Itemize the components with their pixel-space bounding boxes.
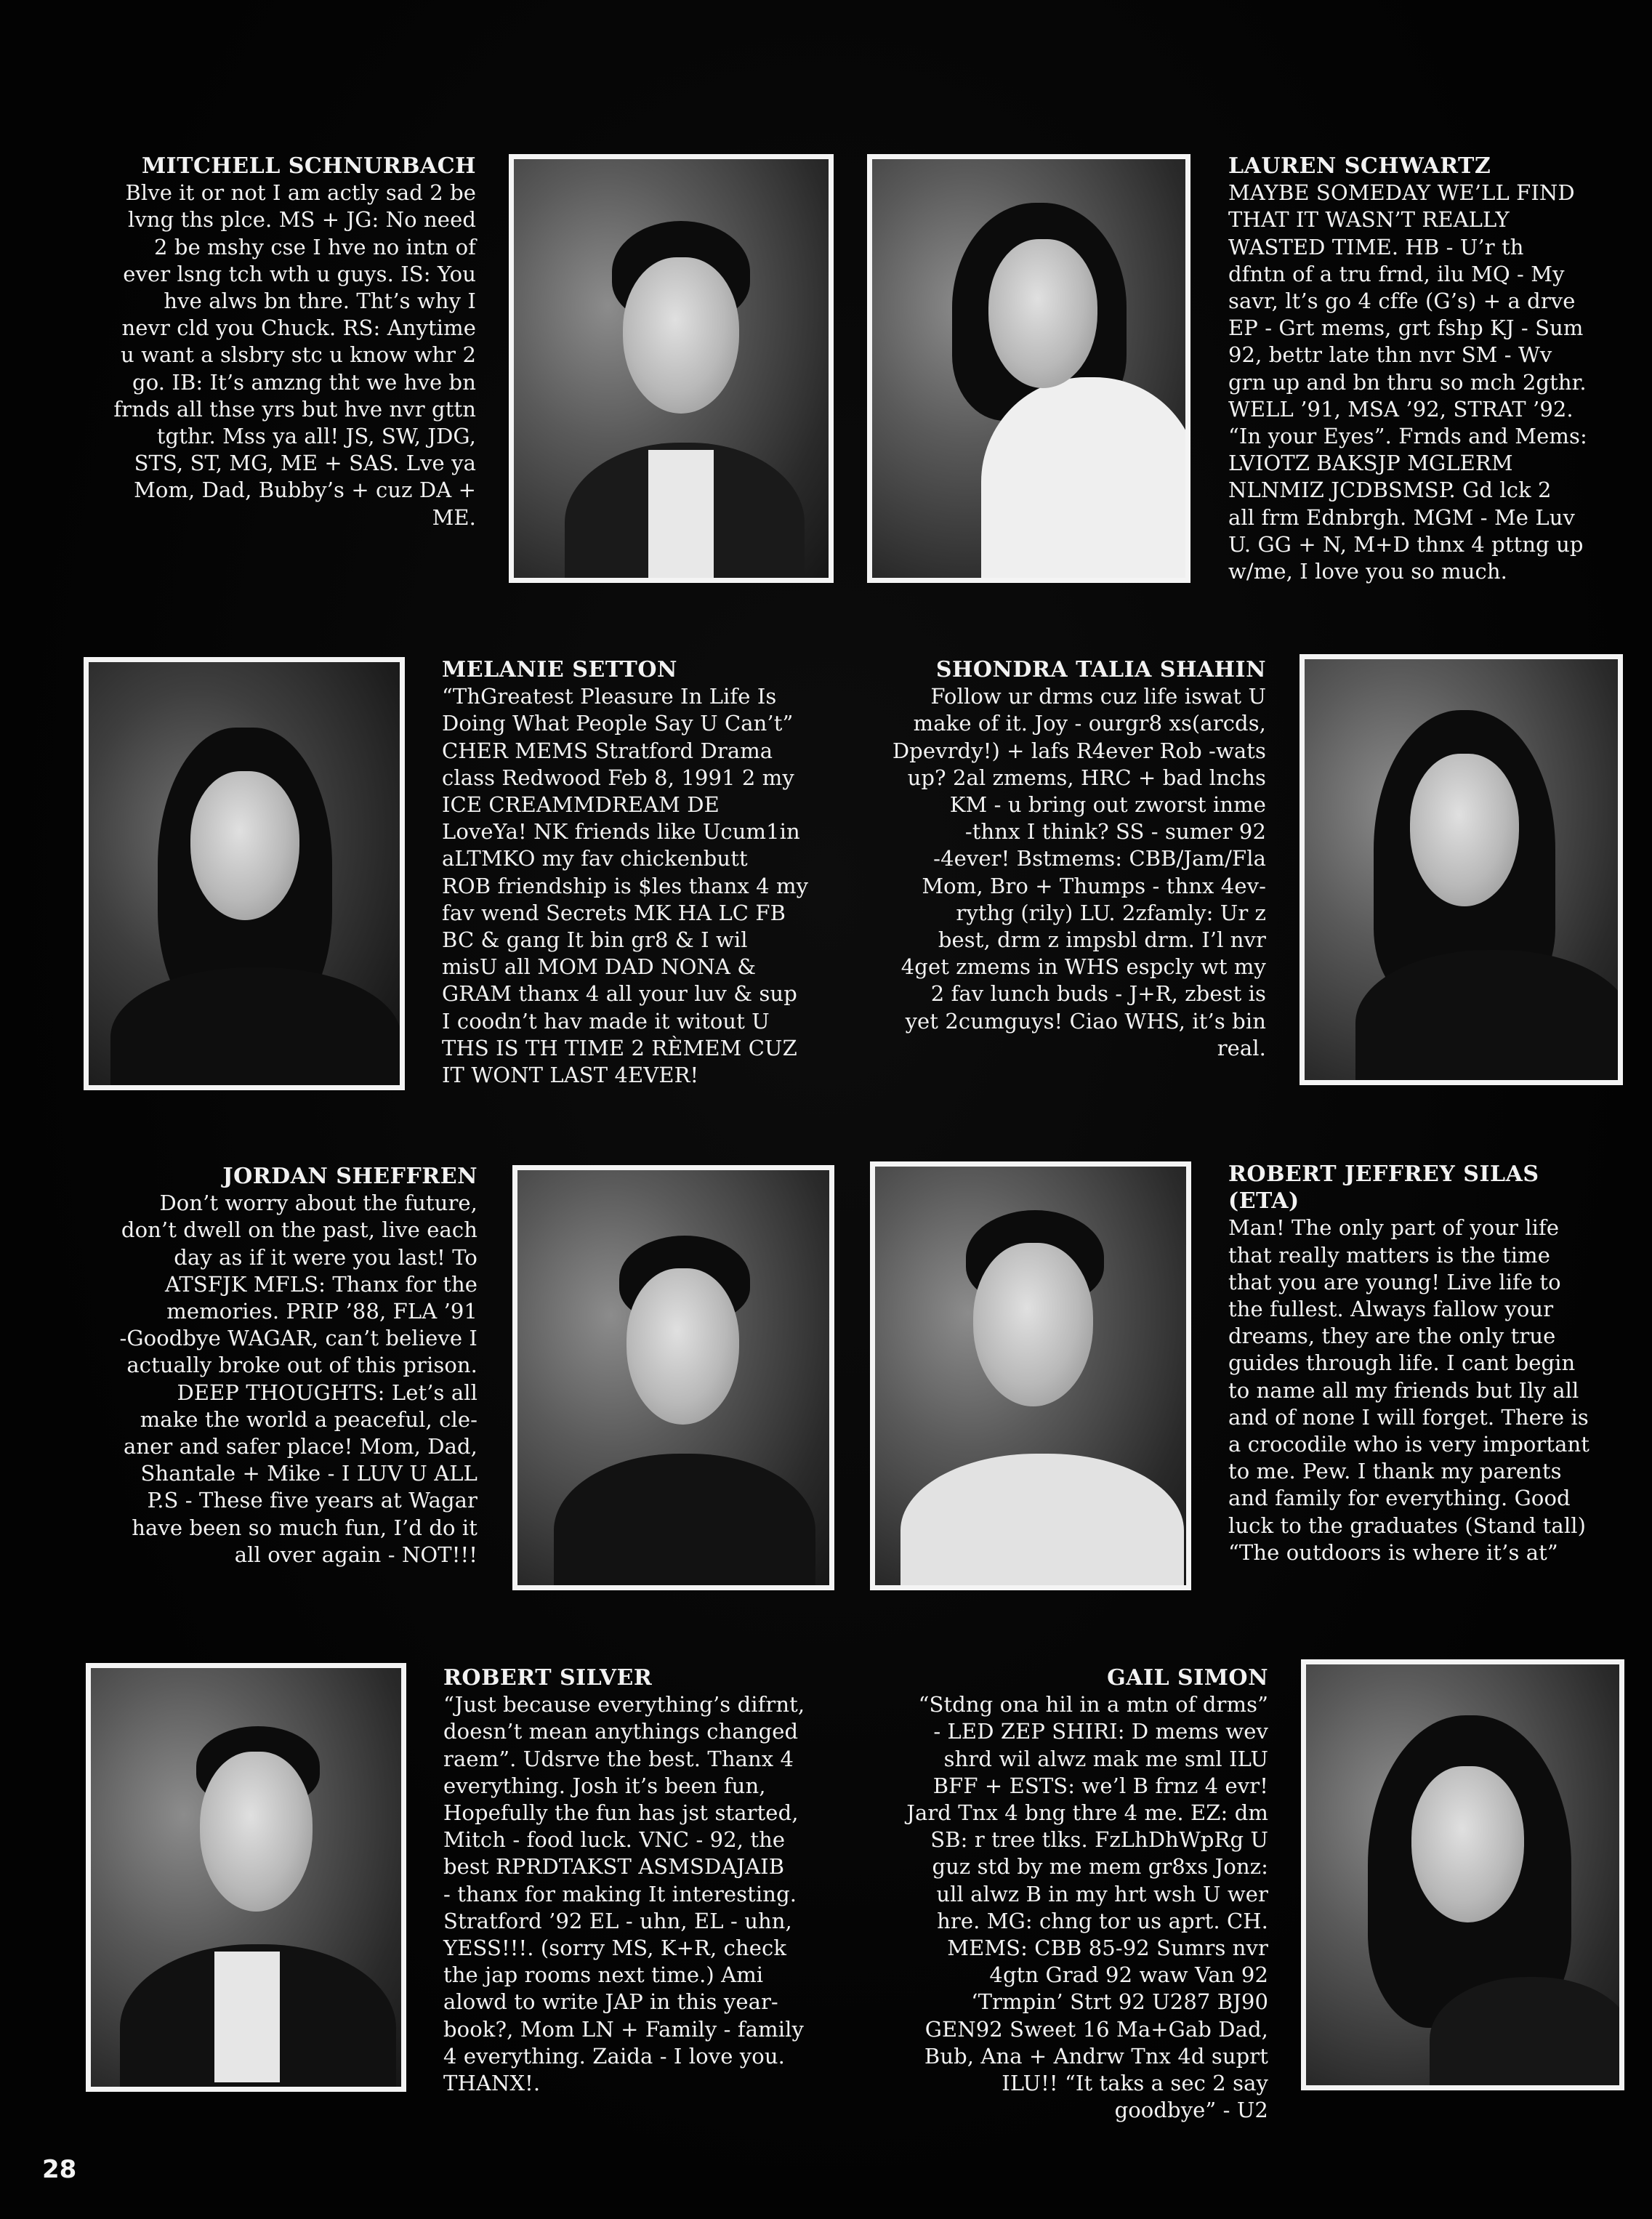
student-photo-lauren-schwartz: [867, 154, 1190, 583]
student-entry-robert-silver: [443, 1664, 858, 2097]
student-quote: Follow ur drms cuz life iswat U make of it. Joy - ourgr8 xs(arcds, Dpevrdy!) + lafs R4ever Rob -wats up? 2al zmems, HRC + bad lnchs KM - u bring out zworst inme -thnx I think? SS - sumer 92 -4ever! Bstmems: CBB/Jam/Fla Mom, Bro + Thumps - thnx 4ev- rythg (rily) LU. 2zfamly: Ur z best, drm z impsbl drm. I’l nvr 4get zmems in WHS espcly wt my 2 fav lunch buds - J+R, zbest is yet 2cumguys! Ciao WHS, it’s bin real.: [892, 684, 1266, 1060]
student-name: LAUREN SCHWARTZ: [1228, 153, 1491, 179]
student-quote: Blve it or not I am actly sad 2 be lvng ths plce. MS + JG: No need 2 be mshy cse I hve no intn of ever lsng tch wth u guys. IS: You hve alws bn thre. Tht’s why I nevr cld you Chuck. RS: Anytime u want a slsbry stc u know whr 2 go. IB: It’s amzng tht we hve bn frnds all thse yrs but hve nvr gttn tgthr. Mss ya all! JS, SW, JDG, STS, ST, MG, ME + SAS. Lve ya Mom, Dad, Bubby’s + cuz DA + ME.: [113, 180, 476, 530]
student-photo-robert-jeffrey-silas: [870, 1161, 1191, 1590]
student-entry-jordan-sheffren: [73, 1163, 478, 1568]
student-entry-lauren-schwartz: [1228, 153, 1632, 585]
student-entry-robert-jeffrey-silas: [1228, 1161, 1632, 1566]
student-name: MELANIE SETTON: [442, 657, 677, 682]
student-name: GAIL SIMON: [1107, 1665, 1268, 1691]
student-quote: “Just because everything’s difrnt, doesn’t mean anythings changed raem”. Udsrve the best. Thanx 4 everything. Josh it’s been fun, Hopefully the fun has jst started, Mitch - food luck. VNC - 92, the best RPRDTAKST ASMSDAJAIB - thanx for making It interesting. Stratford ’92 EL - uhn, EL - uhn, YESS!!!. (sorry MS, K+R, check the jap rooms next time.) Ami alowd to write JAP in this year- book?, Mom LN + Family - family 4 everything. Zaida - I love you. THANX!.: [443, 1692, 805, 2096]
student-name: SHONDRA TALIA SHAHIN: [935, 657, 1266, 682]
student-entry-melanie-setton: [442, 656, 860, 1089]
student-entry-mitchell-schnurbach: [87, 153, 476, 531]
student-photo-jordan-sheffren: [512, 1165, 834, 1590]
student-quote: Man! The only part of your life that really matters is the time that you are young! Live life to the fullest. Always fallow your dreams, they are the only true guides through life. I cant begin to name all my friends but Ily all and of none I will forget. There is a crocodile who is very important to me. Pew. I thank my parents and family for everything. Good luck to the graduates (Stand tall) “The outdoors is where it’s at”: [1228, 1215, 1590, 1565]
student-name: MITCHELL SCHNURBACH: [141, 153, 476, 179]
student-name: ROBERT SILVER: [443, 1665, 653, 1691]
page-number: 28: [42, 2155, 77, 2184]
student-photo-robert-silver: [86, 1663, 406, 2092]
student-name: ROBERT JEFFREY SILAS (ETA): [1228, 1161, 1539, 1215]
student-quote: “Stdng ona hil in a mtn of drms” - LED ZEP SHIRI: D mems wev shrd wil alwz mak me sml ILU BFF + ESTS: we’l B frnz 4 evr! Jard Tnx 4 bng thre 4 me. EZ: dm SB: r tree tlks. FzLhDhWpRg U guz std by me mem gr8xs Jonz: ull alwz B in my hrt wsh U wer hre. MG: chng tor us aprt. CH. MEMS: CBB 85-92 Sumrs nvr 4gtn Grad 92 waw Van 92 ‘Trmpin’ Strt 92 U287 BJ90 GEN92 Sweet 16 Ma+Gab Dad, Bub, Ana + Andrw Tnx 4d suprt ILU!! “It taks a sec 2 say goodbye” - U2: [906, 1692, 1268, 2123]
student-quote: “ThGreatest Pleasure In Life Is Doing What People Say U Can’t” CHER MEMS Stratford Drama class Redwood Feb 8, 1991 2 my ICE CREAMMDREAM DE LoveYa! NK friends like Ucum1in aLTMKO my fav chickenbutt ROB friendship is $les thanx 4 my fav wend Secrets MK HA LC FB BC & gang It bin gr8 & I wil misU all MOM DAD NONA & GRAM thanx 4 all your luv & sup I coodn’t hav made it witout U THS IS TH TIME 2 RÈMEM CUZ IT WONT LAST 4EVER!: [442, 684, 809, 1088]
student-photo-melanie-setton: [84, 657, 405, 1090]
student-name: JORDAN SHEFFREN: [222, 1164, 478, 1189]
student-photo-shondra-talia-shahin: [1300, 654, 1623, 1085]
student-photo-mitchell-schnurbach: [509, 154, 834, 583]
student-entry-gail-simon: [858, 1664, 1268, 2124]
student-quote: Don’t worry about the future, don’t dwell on the past, live each day as if it were you last! To ATSFJK MFLS: Thanx for the memories. PRIP ’88, FLA ’91 -Goodbye WAGAR, can’t believe I actually broke out of this prison. DEEP THOUGHTS: Let’s all make the world a peaceful, cle- aner and safer place! Mom, Dad, Shantale + Mike - I LUV U ALL P.S - These five years at Wagar have been so much fun, I’d do it all over again - NOT!!!: [119, 1191, 478, 1567]
student-quote: MAYBE SOMEDAY WE’LL FIND THAT IT WASN’T REALLY WASTED TIME. HB - U’r th dfntn of a tru frnd, ilu MQ - My savr, lt’s go 4 cffe (G’s) + a drve EP - Grt mems, grt fshp KJ - Sum 92, bettr late thn nvr SM - Wv grn up and bn thru so mch 2gthr. WELL ’91, MSA ’92, STRAT ’92. “In your Eyes”. Frnds and Mems: LVIOTZ BAKSJP MGLERM NLNMIZ JCDBSMSP. Gd lck 2 all frm Ednbrgh. MGM - Me Luv U. GG + N, M+D thnx 4 pttng up w/me, I love you so much.: [1228, 180, 1587, 584]
student-entry-shondra-talia-shahin: [858, 656, 1266, 1062]
student-photo-gail-simon: [1301, 1659, 1624, 2090]
